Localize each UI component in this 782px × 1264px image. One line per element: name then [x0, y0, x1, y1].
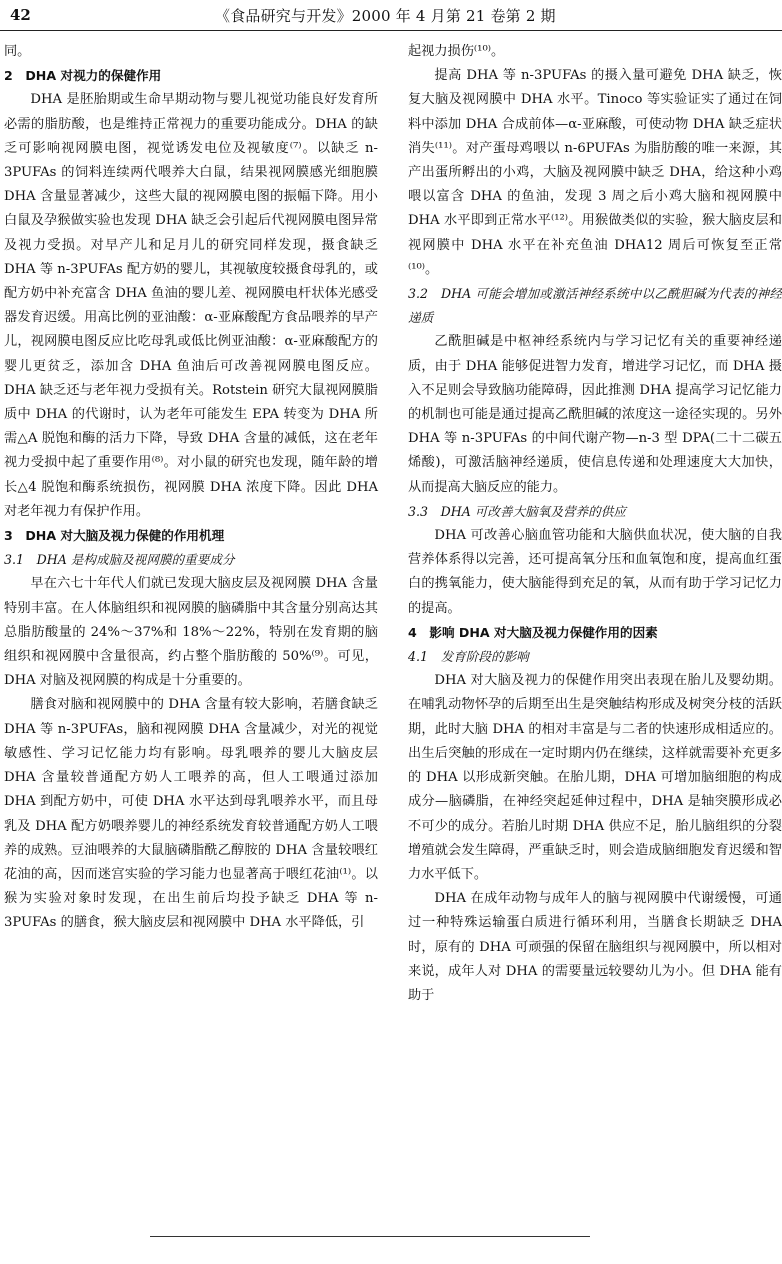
footer-rule: [150, 1236, 590, 1237]
body-paragraph: DHA 是胚胎期或生命早期动物与婴儿视觉功能良好发育所必需的脂肪酸，也是维持正常视力的重要功能成分。DHA 的缺乏可影响视网膜电图，视觉诱发电位及视敏度⁽⁷⁾。以缺乏 n-3PUFAs 的饲料连续两代喂养大白鼠，结果视网膜感光细胞膜 DHA 含量显著减少，这些大鼠的视网膜电图的振幅下降。用小白鼠及孕猴做实验也发现 DHA 缺乏会引起后代视网膜电图异常及视力受损。对早产儿和足月儿的研究同样发现，摄食缺乏 DHA 等 n-3PUFAs 配方奶的婴儿，其视敏度较摄食母乳的，或配方奶中补充富含 DHA 鱼油的婴儿差、视网膜电杆状体光感受器发育迟缓。用高比例的亚油酸：α-亚麻酸配方食品喂养的早产儿，视网膜电图反应比吃母乳或低比例亚油酸：α-亚麻酸配方的婴儿更贫乏，添加含 DHA 鱼油后可改善视网膜电图反应。DHA 缺乏还与老年视力受损有关。Rotstein 研究大鼠视网膜脂质中 DHA 的代谢时，认为老年可能发生 EPA 转变为 DHA 所需△A 脱饱和酶的活力下降，导致 DHA 含量的减低，这在老年视力受损中起了重要作用⁽⁸⁾。对小鼠的研究也发现，随年龄的增长△4 脱饱和酶系统损伤，视网膜 DHA 浓度下降。因此 DHA 对老年视力有保护作用。: [4, 92, 378, 519]
body-paragraph: 膳食对脑和视网膜中的 DHA 含量有较大影响，若膳食缺乏 DHA 等 n-3PUFAs，脑和视网膜 DHA 含量减少，对光的视觉敏感性、学习记忆能力均有影响。母乳喂养的婴儿大脑皮层 DHA 含量较普通配方奶人工喂养的高，但人工喂通过添加 DHA 到配方奶中，可使 DHA 水平达到母乳喂养水平，而且母乳及 DHA 配方奶喂养婴儿的神经系统发育较普通配方奶人工喂养的成熟。豆油喂养的大鼠脑磷脂酰乙醇胺的 DHA 含量较喂红花油的高，因而迷宫实验的学习能力也显著高于喂红花油⁽¹⁾。以猴为实验对象时发现，在出生前后均投予缺乏 DHA 等 n-3PUFAs 的膳食，猴大脑皮层和视网膜中 DHA 水平降低，引: [4, 697, 378, 931]
body-paragraph: 早在六七十年代人们就已发现大脑皮层及视网膜 DHA 含量特别丰富。在人体脑组织和视网膜的脑磷脂中其含量分别高达其总脂肪酸量的 24%～37%和 18%～22%，特别在发育期的脑组织和视网膜中含量很高，约占整个脂肪酸的 50%⁽⁹⁾。可见，DHA 对脑及视网膜的构成是十分重要的。: [4, 576, 378, 689]
body-paragraph: 提高 DHA 等 n-3PUFAs 的摄入量可避免 DHA 缺乏，恢复大脑及视网膜中 DHA 水平。Tinoco 等实验证实了通过在饲料中添加 DHA 合成前体—α-亚麻酸，可使动物 DHA 缺乏症状消失⁽¹¹⁾。对产蛋母鸡喂以 n-6PUFAs 为脂肪酸的唯一来源，其产出蛋所孵出的小鸡，大脑及视网膜中缺乏 DHA，给这种小鸡喂以富含 DHA 的鱼油，发现 3 周之后小鸡大脑和视网膜中 DHA 水平即到正常水平⁽¹²⁾。用猴做类似的实验，猴大脑皮层和视网膜中 DHA 水平在补充鱼油 DHA12 周后可恢复至正常⁽¹⁰⁾。: [408, 68, 782, 277]
subsection-heading: 3.1 DHA 是构成脑及视网膜的重要成分: [4, 552, 235, 568]
left-column: [4, 40, 378, 936]
right-column: [408, 40, 782, 1008]
body-paragraph: DHA 对大脑及视力的保健作用突出表现在胎儿及婴幼期。在哺乳动物怀孕的后期至出生是突触结构形成及树突分枝的活跃期，此时大脑 DHA 的相对丰富是与二者的快速形成相适应的。出生后突触的形成在一定时期内仍在继续，这样就需要补充更多的 DHA 以形成新突触。在胎儿期，DHA 可增加脑细胞的构成成分—脑磷脂，在神经突起延伸过程中，DHA 是轴突膜形成必不可少的成分。若胎儿时期 DHA 供应不足，胎儿脑组织的分裂增殖就会发生障碍，严重缺乏时，则会造成脑细胞发育迟缓和智力水平低下。: [408, 673, 782, 882]
section-heading: 2 DHA 对视力的保健作用: [4, 68, 162, 84]
body-paragraph: DHA 可改善心脑血管功能和大脑供血状况，使大脑的自我营养体系得以完善，还可提高氧分压和血氧饱和度，提高血红蛋白的携氧能力，使大脑能得到充足的氧，从而有助于学习记忆力的提高。: [408, 528, 782, 616]
section-heading: 3 DHA 对大脑及视力保健的作用机理: [4, 528, 225, 544]
continued-text: 起视力损伤⁽¹⁰⁾。: [408, 44, 505, 59]
body-paragraph: DHA 在成年动物与成年人的脑与视网膜中代谢缓慢，可通过一种特殊运输蛋白质进行循环利用，当膳食长期缺乏 DHA 时，原有的 DHA 可顽强的保留在脑组织与视网膜中，所以相对来说，成年人对 DHA 的需要量远较婴幼儿为小。但 DHA 能有助于: [408, 891, 782, 1003]
running-head: 《食品研究与开发》2000 年 4 月第 21 卷第 2 期: [215, 7, 556, 25]
section-heading: 4 影响 DHA 对大脑及视力保健作用的因素: [408, 624, 658, 640]
page-number: 42: [10, 6, 31, 24]
subsection-heading: 3.3 DHA 可改善大脑氧及营养的供应: [408, 503, 626, 519]
subsection-heading: 4.1 发育阶段的影响: [408, 649, 529, 665]
page-header: [0, 0, 782, 31]
subsection-heading: 3.2 DHA 可能会增加或激活神经系统中以乙酰胆碱为代表的神经递质: [408, 286, 782, 326]
body-paragraph: 乙酰胆碱是中枢神经系统内与学习记忆有关的重要神经递质，由于 DHA 能够促进智力发育，增进学习记忆，而 DHA 摄入不足则会导致脑功能障碍，因此推测 DHA 提高学习记忆能力的机制也可能是通过提高乙酰胆碱的浓度这一途径实现的。另外 DHA 等 n-3PUFAs 的中间代谢产物—n-3 型 DPA(二十二碳五烯酸)，可激活脑神经递质，使信息传递和处理速度大大加快，从而提高大脑反应的能力。: [408, 334, 782, 495]
continued-text: 同。: [4, 44, 31, 59]
